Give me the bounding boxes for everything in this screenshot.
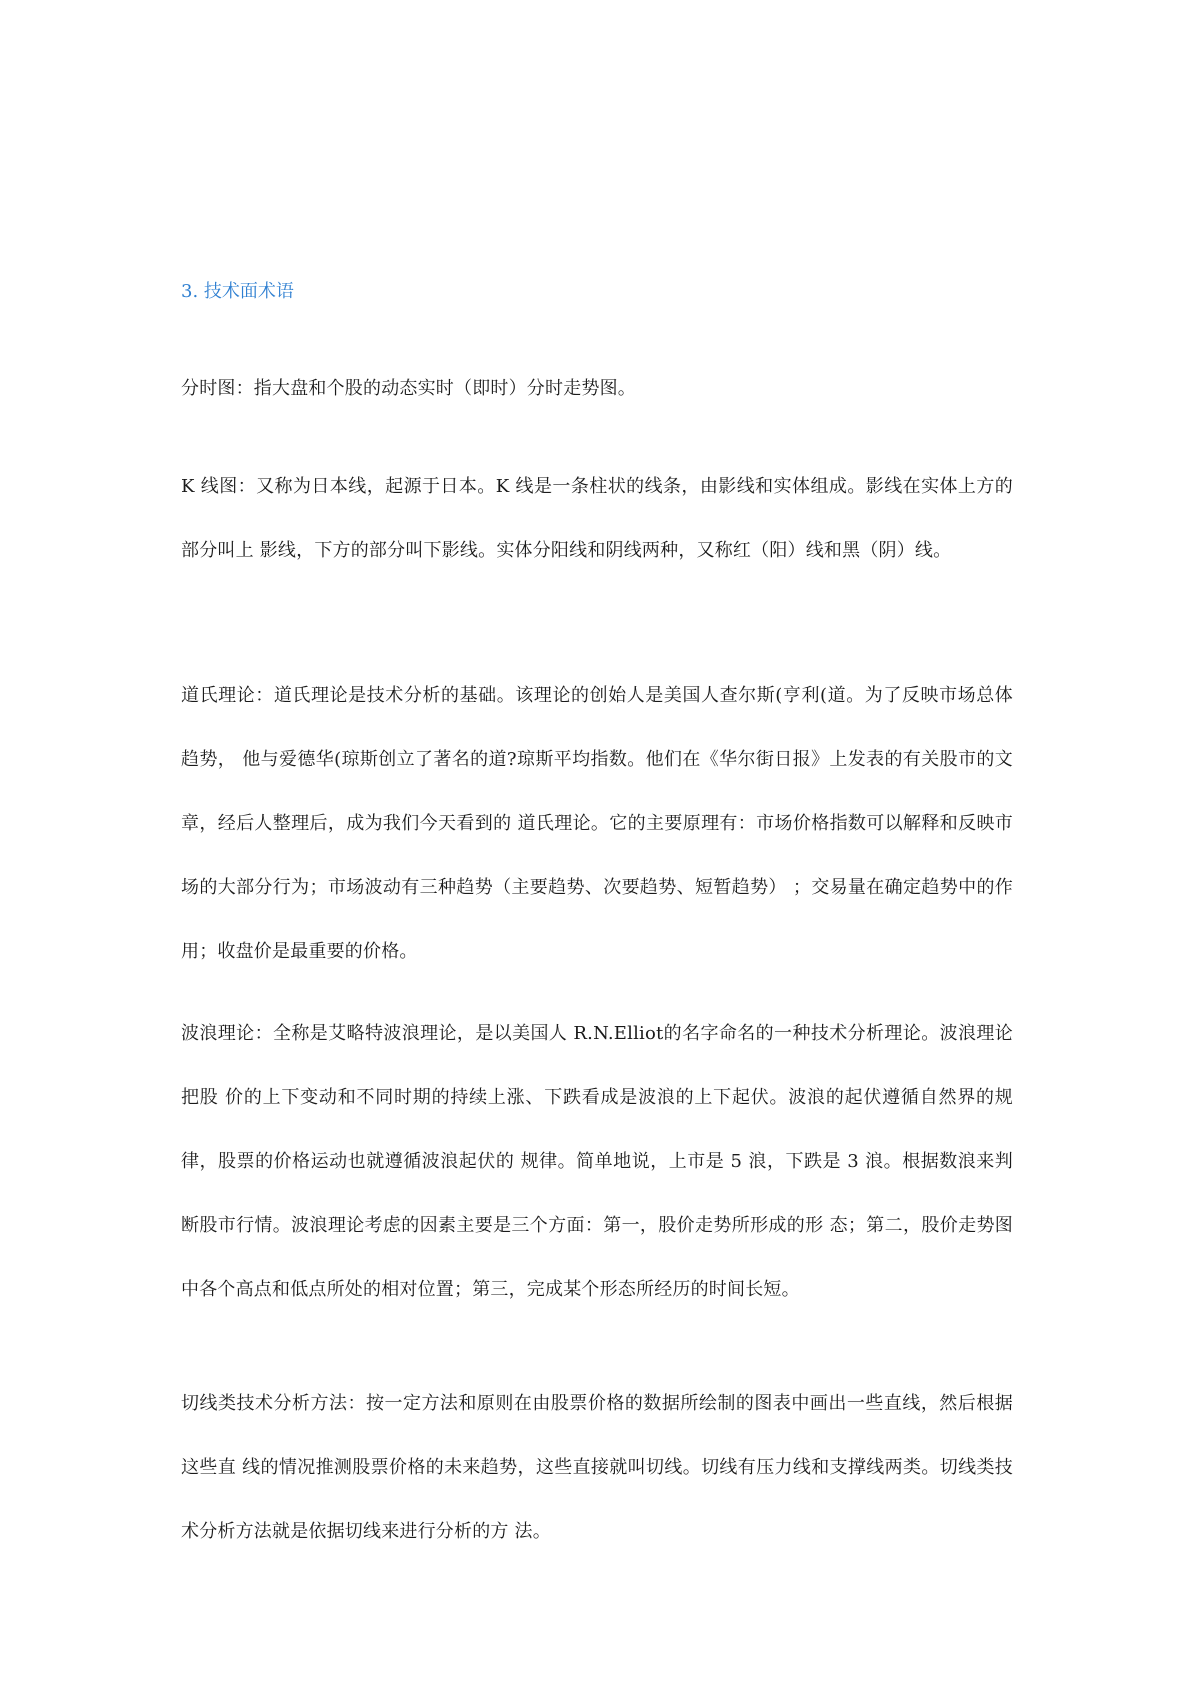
- paragraph-dow-theory: 道氏理论：道氏理论是技术分析的基础。该理论的创始人是美国人查尔斯(亨利(道。为了反映市场总体趋势， 他与爱德华(琼斯创立了著名的道?琼斯平均指数。他们在《华尔街日报》上发表的有关股市的文章，经后人整理后，成为我们今天看到的 道氏理论。它的主要原理有：市场价格指数可以解释和反映市场的大部分行为；市场波动有三种趋势（主要趋势、次要趋势、短暂趋势） ；交易量在确定趋势中的作用；收盘价是最重要的价格。: [181, 685, 1013, 962]
- paragraph-k-line-chart: K 线图：又称为日本线，起源于日本。K 线是一条柱状的线条，由影线和实体组成。影线在实体上方的部分叫上 影线，下方的部分叫下影线。实体分阳线和阴线两种，又称红（阳）线和黑（阴）线。: [181, 476, 1013, 561]
- section-heading: 3. 技术面术语: [181, 281, 294, 302]
- paragraph-tangent-line-analysis: 切线类技术分析方法：按一定方法和原则在由股票价格的数据所绘制的图表中画出一些直线，然后根据这些直 线的情况推测股票价格的未来趋势，这些直接就叫切线。切线有压力线和支撑线两类。切线类技术分析方法就是依据切线来进行分析的方 法。: [181, 1393, 1013, 1542]
- paragraph-wave-theory: 波浪理论：全称是艾略特波浪理论，是以美国人 R.N.Elliot的名字命名的一种技术分析理论。波浪理论把股 价的上下变动和不同时期的持续上涨、下跌看成是波浪的上下起伏。波浪的起伏遵循自然界的规律，股票的价格运动也就遵循波浪起伏的 规律。简单地说，上市是 5 浪，下跌是 3 浪。根据数浪来判断股市行情。波浪理论考虑的因素主要是三个方面：第一，股价走势所形成的形 态；第二，股价走势图中各个高点和低点所处的相对位置；第三，完成某个形态所经历的时间长短。: [181, 1023, 1013, 1300]
- paragraph-time-sharing-chart: 分时图：指大盘和个股的动态实时（即时）分时走势图。: [181, 378, 636, 399]
